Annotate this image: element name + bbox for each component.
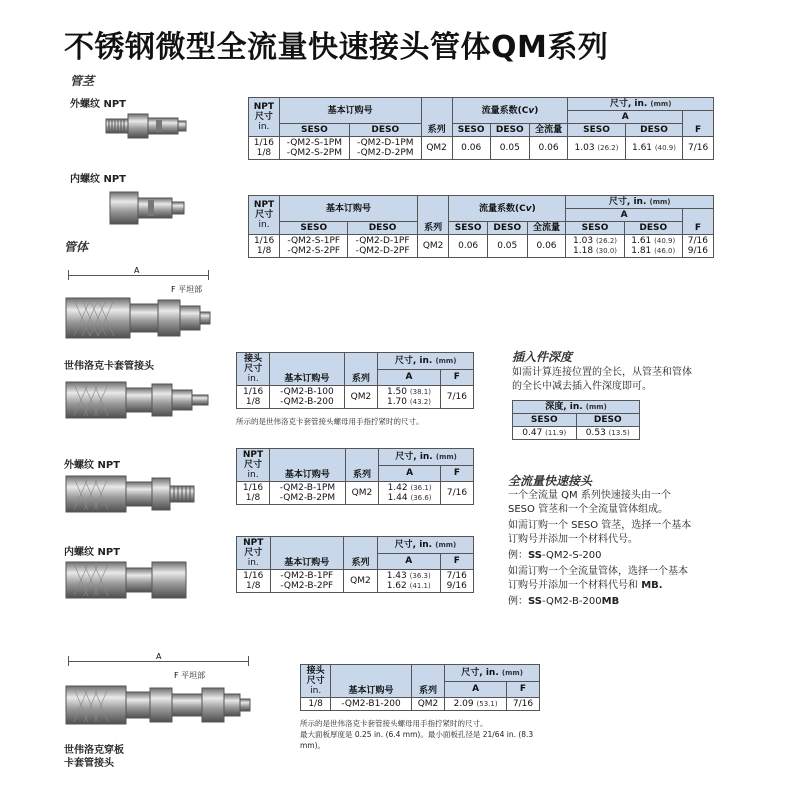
dim-tick [248,656,249,666]
deso-depth-cell: 0.53 (13.5) [576,427,640,440]
seso-cell: -QM2-S-1PM -QM2-S-2PM [279,137,349,160]
cv-full-cell: 0.06 [529,137,567,160]
hdr-dims: 尺寸, in. (mm) [566,196,714,209]
hdr-f: F [683,111,714,137]
cv-deso-cell: 0.05 [490,137,529,160]
swagelok-body-image [64,378,214,422]
fullflow-text: 一个全流量 QM 系列快速接头由一个 SESO 管茎和一个全流量管体组成。 如需订购一个 SESO 管茎，选择一个基本 订购号并添加一个材料代号。 例：SS-QM2-S-200 如需订购一个全流量管体，选择一个基本 订购号并添加一个材料代号和 MB. 例：SS-QM2-B-200MB [508,490,692,607]
hdr-f: F [440,465,473,482]
hdr-ordering: 基本订购号 [270,537,344,570]
tube-body-note: 所示的是世伟洛克卡套管接头螺母用手指拧紧时的尺寸。 [236,417,424,426]
hdr-series: 系列 [345,449,378,482]
female-npt-stem-table [248,195,714,258]
ordering-cell: -QM2-B-100 -QM2-B-200 [270,386,344,409]
insertion-text: 如需计算连接位置的全长，从管茎和管体 的全长中减去插入件深度即可。 [512,367,692,392]
bulkhead-notes: 所示的是世伟洛克卡套管接头螺母用手指拧紧时的尺寸。 最大面板厚度是 0.25 in. (6.4 mm)。最小面板孔径是 21/64 in. (8.3 mm)。 [300,719,534,750]
cv-deso-cell: 0.05 [487,235,527,258]
table-row [237,386,474,409]
insertion-heading: 插入件深度 [512,350,573,364]
female-npt-body-table [236,536,474,593]
hdr-tube-size: 接头 尺寸 in. [237,353,270,386]
hdr-ordering: 基本订购号 [280,196,418,222]
hdr-dims: 尺寸, in. (mm) [445,665,540,682]
a-cell: 1.42 (36.1) 1.44 (36.6) [379,482,441,505]
hdr-f: F [440,553,473,570]
hdr-deso: DESO [348,222,418,235]
hdr-series: 系列 [421,98,452,137]
hdr-a-seso: SESO [568,124,625,137]
hdr-series: 系列 [417,196,448,235]
series-cell: QM2 [345,482,378,505]
hdr-a: A [568,111,683,124]
hdr-ordering: 基本订购号 [279,98,421,124]
hdr-a: A [445,681,507,698]
dim-tick [68,270,69,280]
hdr-npt-size: NPT 尺寸 in. [249,98,280,137]
hdr-depth: 深度, in. (mm) [513,401,640,414]
bulkhead-label-1: 世伟洛克穿板 [64,745,124,756]
male-npt-stem-label: 外螺纹 NPT [70,99,127,110]
a-cell: 1.43 (36.3) 1.62 (41.1) [377,570,440,593]
hdr-dims: 尺寸, in. (mm) [378,353,474,370]
a-cell: 1.50 (38.1) 1.70 (43.2) [378,386,440,409]
hdr-series: 系列 [411,665,444,698]
dim-f-label-bulkhead: F 平坦部 [174,671,206,680]
seso-depth-cell: 0.47 (11.9) [513,427,577,440]
dim-tick [208,270,209,280]
table-row [237,482,474,505]
size-cell: 1/16 1/8 [237,386,270,409]
a-seso-cell: 1.03 (26.2) [568,137,625,160]
hdr-deso: DESO [576,414,640,427]
hdr-a: A [378,369,440,386]
hdr-cv-deso: DESO [490,124,529,137]
series-cell: QM2 [344,570,378,593]
hdr-series: 系列 [344,537,378,570]
male-npt-stem-table [248,97,714,160]
a-deso-cell: 1.61 (40.9) 1.81 (46.0) [624,235,682,258]
female-npt-stem-label: 内螺纹 NPT [70,174,127,185]
hdr-dims: 尺寸, in. (mm) [377,537,473,554]
hdr-tube-size: 接头 尺寸 in. [301,665,331,698]
male-npt-body-label: 外螺纹 NPT [64,460,121,471]
f-cell: 7/16 [440,386,473,409]
hdr-a-deso: DESO [624,222,682,235]
series-cell: QM2 [411,698,444,711]
hdr-dims: 尺寸, in. (mm) [568,98,714,111]
dim-line-a-bulkhead [68,661,248,662]
hdr-seso: SESO [513,414,577,427]
hdr-deso: DESO [349,124,421,137]
deso-cell: -QM2-D-1PF -QM2-D-2PF [348,235,418,258]
hdr-f: F [682,209,713,235]
hdr-flow: 流量系数(Cv) [452,98,568,124]
tube-body-table [236,352,474,409]
bulkhead-body-image [64,680,254,730]
deso-cell: -QM2-D-1PM -QM2-D-2PM [349,137,421,160]
ordering-cell: -QM2-B1-200 [331,698,411,711]
f-cell: 7/16 9/16 [440,570,473,593]
page-title: 不锈钢微型全流量快速接头管体QM系列 [64,30,609,65]
hdr-ordering: 基本订购号 [270,353,344,386]
a-deso-cell: 1.61 (40.9) [625,137,682,160]
ordering-cell: -QM2-B-1PF -QM2-B-2PF [270,570,344,593]
dim-a-label: A [134,266,140,275]
hdr-ordering: 基本订购号 [331,665,411,698]
dim-line-a [68,275,208,276]
dim-tick [68,656,69,666]
hdr-ordering: 基本订购号 [270,449,346,482]
dim-f-label: F 平坦部 [171,285,203,294]
female-npt-body-label: 内螺纹 NPT [64,547,121,558]
hdr-a: A [377,553,440,570]
bulkhead-label-2: 卡套管接头 [64,758,114,769]
bodies-section-heading: 管体 [64,240,89,254]
ordering-cell: -QM2-B-1PM -QM2-B-2PM [270,482,346,505]
seso-cell: -QM2-S-1PF -QM2-S-2PF [280,235,348,258]
a-cell: 2.09 (53.1) [445,698,507,711]
f-cell: 7/16 [440,482,473,505]
f-cell: 7/16 [506,698,539,711]
bulkhead-table [300,664,540,711]
tube-body-image [64,292,214,344]
hdr-seso: SESO [280,222,348,235]
hdr-a-seso: SESO [566,222,624,235]
hdr-cv-seso: SESO [449,222,488,235]
size-cell: 1/16 1/8 [237,570,271,593]
hdr-cv-full: 全流量 [527,222,566,235]
hdr-seso: SESO [279,124,349,137]
cv-seso-cell: 0.06 [449,235,488,258]
size-cell: 1/16 1/8 [249,235,280,258]
series-cell: QM2 [417,235,448,258]
f-cell: 7/16 [683,137,714,160]
hdr-a: A [566,209,682,222]
hdr-f: F [440,369,473,386]
male-npt-body-image [64,472,214,516]
hdr-a-deso: DESO [625,124,682,137]
hdr-npt-size: NPT 尺寸 in. [237,449,270,482]
size-cell: 1/16 1/8 [249,137,280,160]
hdr-series: 系列 [344,353,378,386]
female-npt-stem-image [104,188,194,228]
hdr-a: A [379,465,441,482]
a-seso-cell: 1.03 (26.2) 1.18 (30.0) [566,235,624,258]
size-cell: 1/8 [301,698,331,711]
f-cell: 7/16 9/16 [682,235,713,258]
dim-a-label-bulkhead: A [156,652,162,661]
hdr-cv-deso: DESO [487,222,527,235]
size-cell: 1/16 1/8 [237,482,270,505]
hdr-npt-size: NPT 尺寸 in. [237,537,271,570]
hdr-flow: 流量系数(Cv) [449,196,566,222]
hdr-cv-full: 全流量 [529,124,567,137]
hdr-cv-seso: SESO [452,124,490,137]
hdr-npt-size: NPT 尺寸 in. [249,196,280,235]
cv-seso-cell: 0.06 [452,137,490,160]
stems-section-heading: 管茎 [70,74,95,88]
fullflow-heading: 全流量快速接头 [508,474,593,488]
table-row [301,698,540,711]
table-row [237,570,474,593]
male-npt-stem-image [100,108,190,144]
swagelok-body-label: 世伟洛克卡套管接头 [64,361,154,372]
series-cell: QM2 [421,137,452,160]
insertion-depth-table [512,400,640,440]
cv-full-cell: 0.06 [527,235,566,258]
female-npt-body-image [64,558,214,602]
table-row [513,427,640,440]
table-row [249,235,714,258]
table-row [249,137,714,160]
hdr-f: F [506,681,539,698]
series-cell: QM2 [344,386,378,409]
male-npt-body-table [236,448,474,505]
hdr-dims: 尺寸, in. (mm) [379,449,474,466]
